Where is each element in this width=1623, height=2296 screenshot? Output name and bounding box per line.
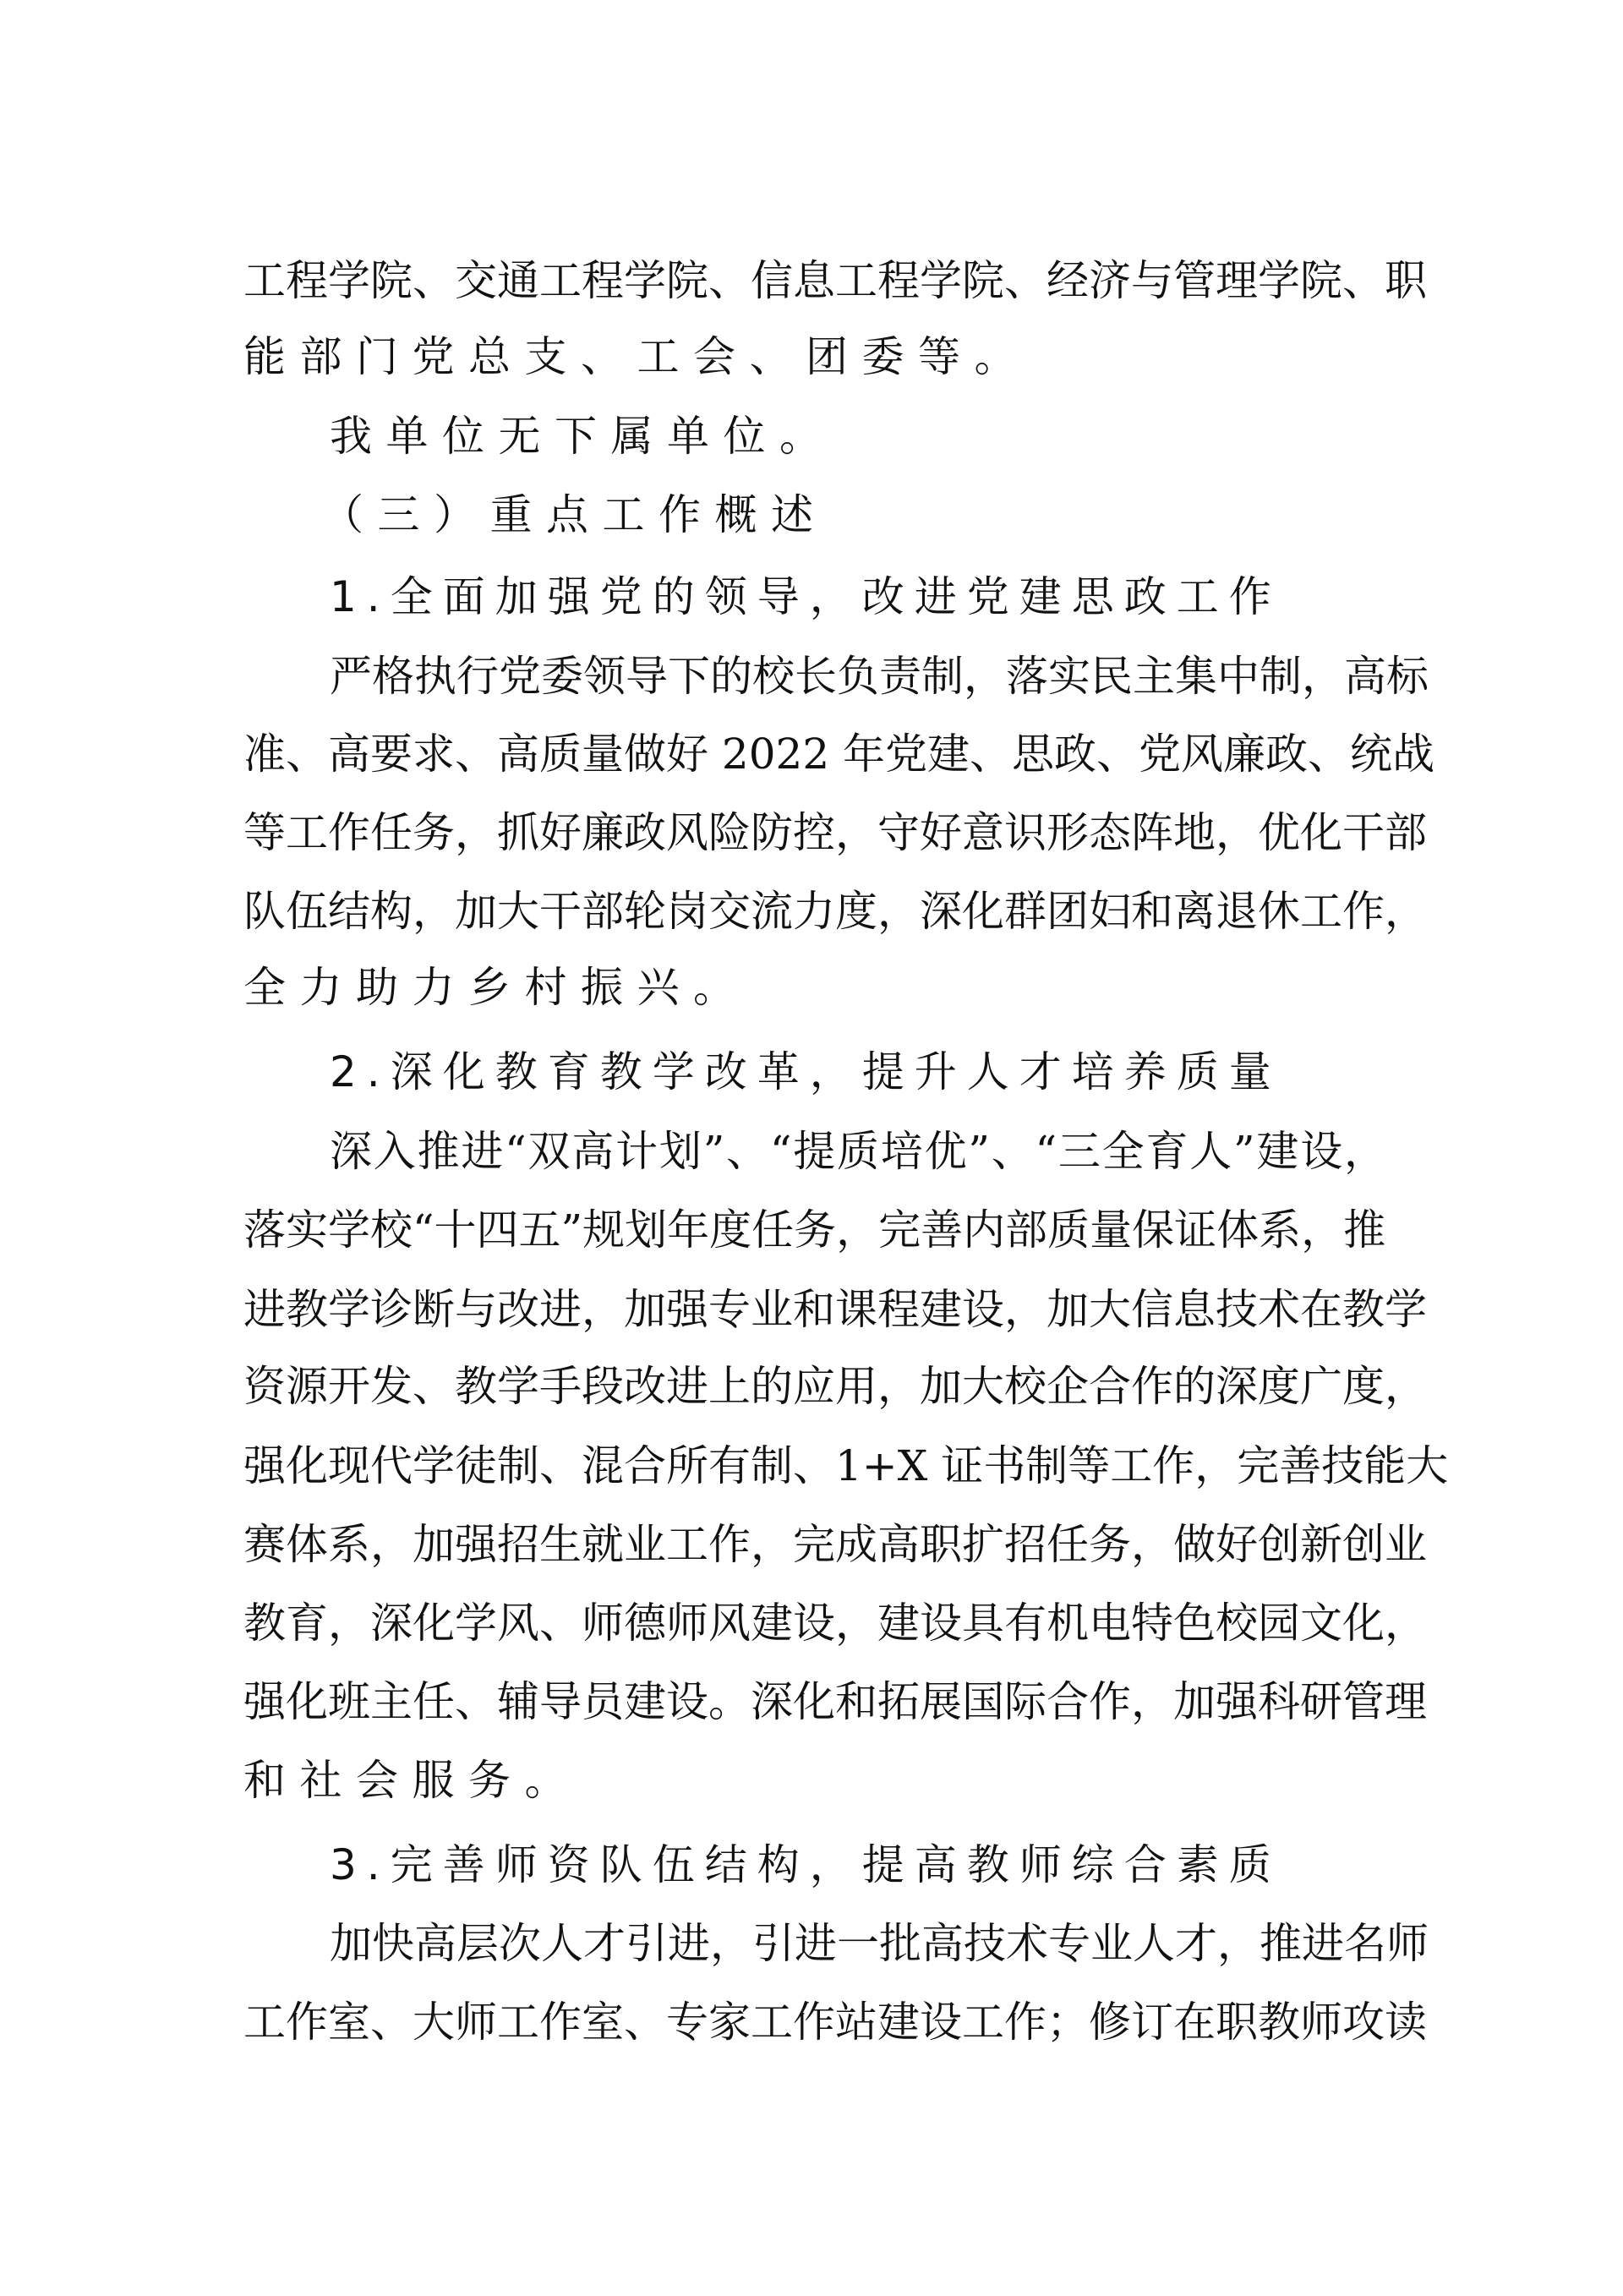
subsection-heading-1: 1.全面加强党的领导，改进党建思政工作: [330, 572, 1281, 621]
paragraph-line: 落实学校“十四五”规划年度任务，完善内部质量保证体系，推: [243, 1205, 1386, 1255]
paragraph-line: 资源开发、教学手段改进上的应用，加大校企合作的深度广度，: [243, 1362, 1427, 1411]
paragraph-line: 队伍结构，加大干部轮岗交流力度，深化群团妇和离退休工作，: [243, 887, 1427, 936]
paragraph-line: 教育，深化学风、师德师风建设，建设具有机电特色校园文化，: [243, 1599, 1427, 1648]
paragraph-line: 深入推进“双高计划”、“提质培优”、“三全育人”建设，: [330, 1127, 1386, 1176]
paragraph-line: 我单位无下属单位。: [330, 412, 836, 461]
paragraph-line: 等工作任务，抓好廉政风险防控，守好意识形态阵地，优化干部: [243, 808, 1427, 857]
paragraph-line: 赛体系，加强招生就业工作，完成高职扩招任务，做好创新创业: [243, 1520, 1427, 1569]
paragraph-line: 能部门党总支、工会、团委等。: [243, 332, 1030, 381]
paragraph-line: 准、高要求、高质量做好 2022 年党建、思政、党风廉政、统战: [243, 730, 1435, 779]
paragraph-line: 加快高层次人才引进，引进一批高技术专业人才，推进名师: [330, 1919, 1429, 1968]
subsection-heading-3: 3.完善师资队伍结构，提高教师综合素质: [330, 1840, 1281, 1889]
paragraph-line: 严格执行党委领导下的校长负责制，落实民主集中制，高标: [330, 652, 1429, 701]
paragraph-line: 强化现代学徒制、混合所有制、1+X 证书制等工作，完善技能大: [243, 1441, 1449, 1490]
subsection-heading-2: 2.深化教育教学改革，提升人才培养质量: [330, 1047, 1281, 1096]
section-heading: （三）重点工作概述: [321, 490, 828, 539]
paragraph-line: 全力助力乡村振兴。: [243, 963, 750, 1012]
paragraph-line: 和社会服务。: [243, 1756, 581, 1805]
paragraph-line: 工作室、大师工作室、专家工作站建设工作；修订在职教师攻读: [243, 1998, 1427, 2047]
paragraph-line: 进教学诊断与改进，加强专业和课程建设，加大信息技术在教学: [243, 1285, 1427, 1334]
paragraph-line: 工程学院、交通工程学院、信息工程学院、经济与管理学院、职: [243, 256, 1427, 305]
paragraph-line: 强化班主任、辅导员建设。深化和拓展国际合作，加强科研管理: [243, 1677, 1427, 1726]
